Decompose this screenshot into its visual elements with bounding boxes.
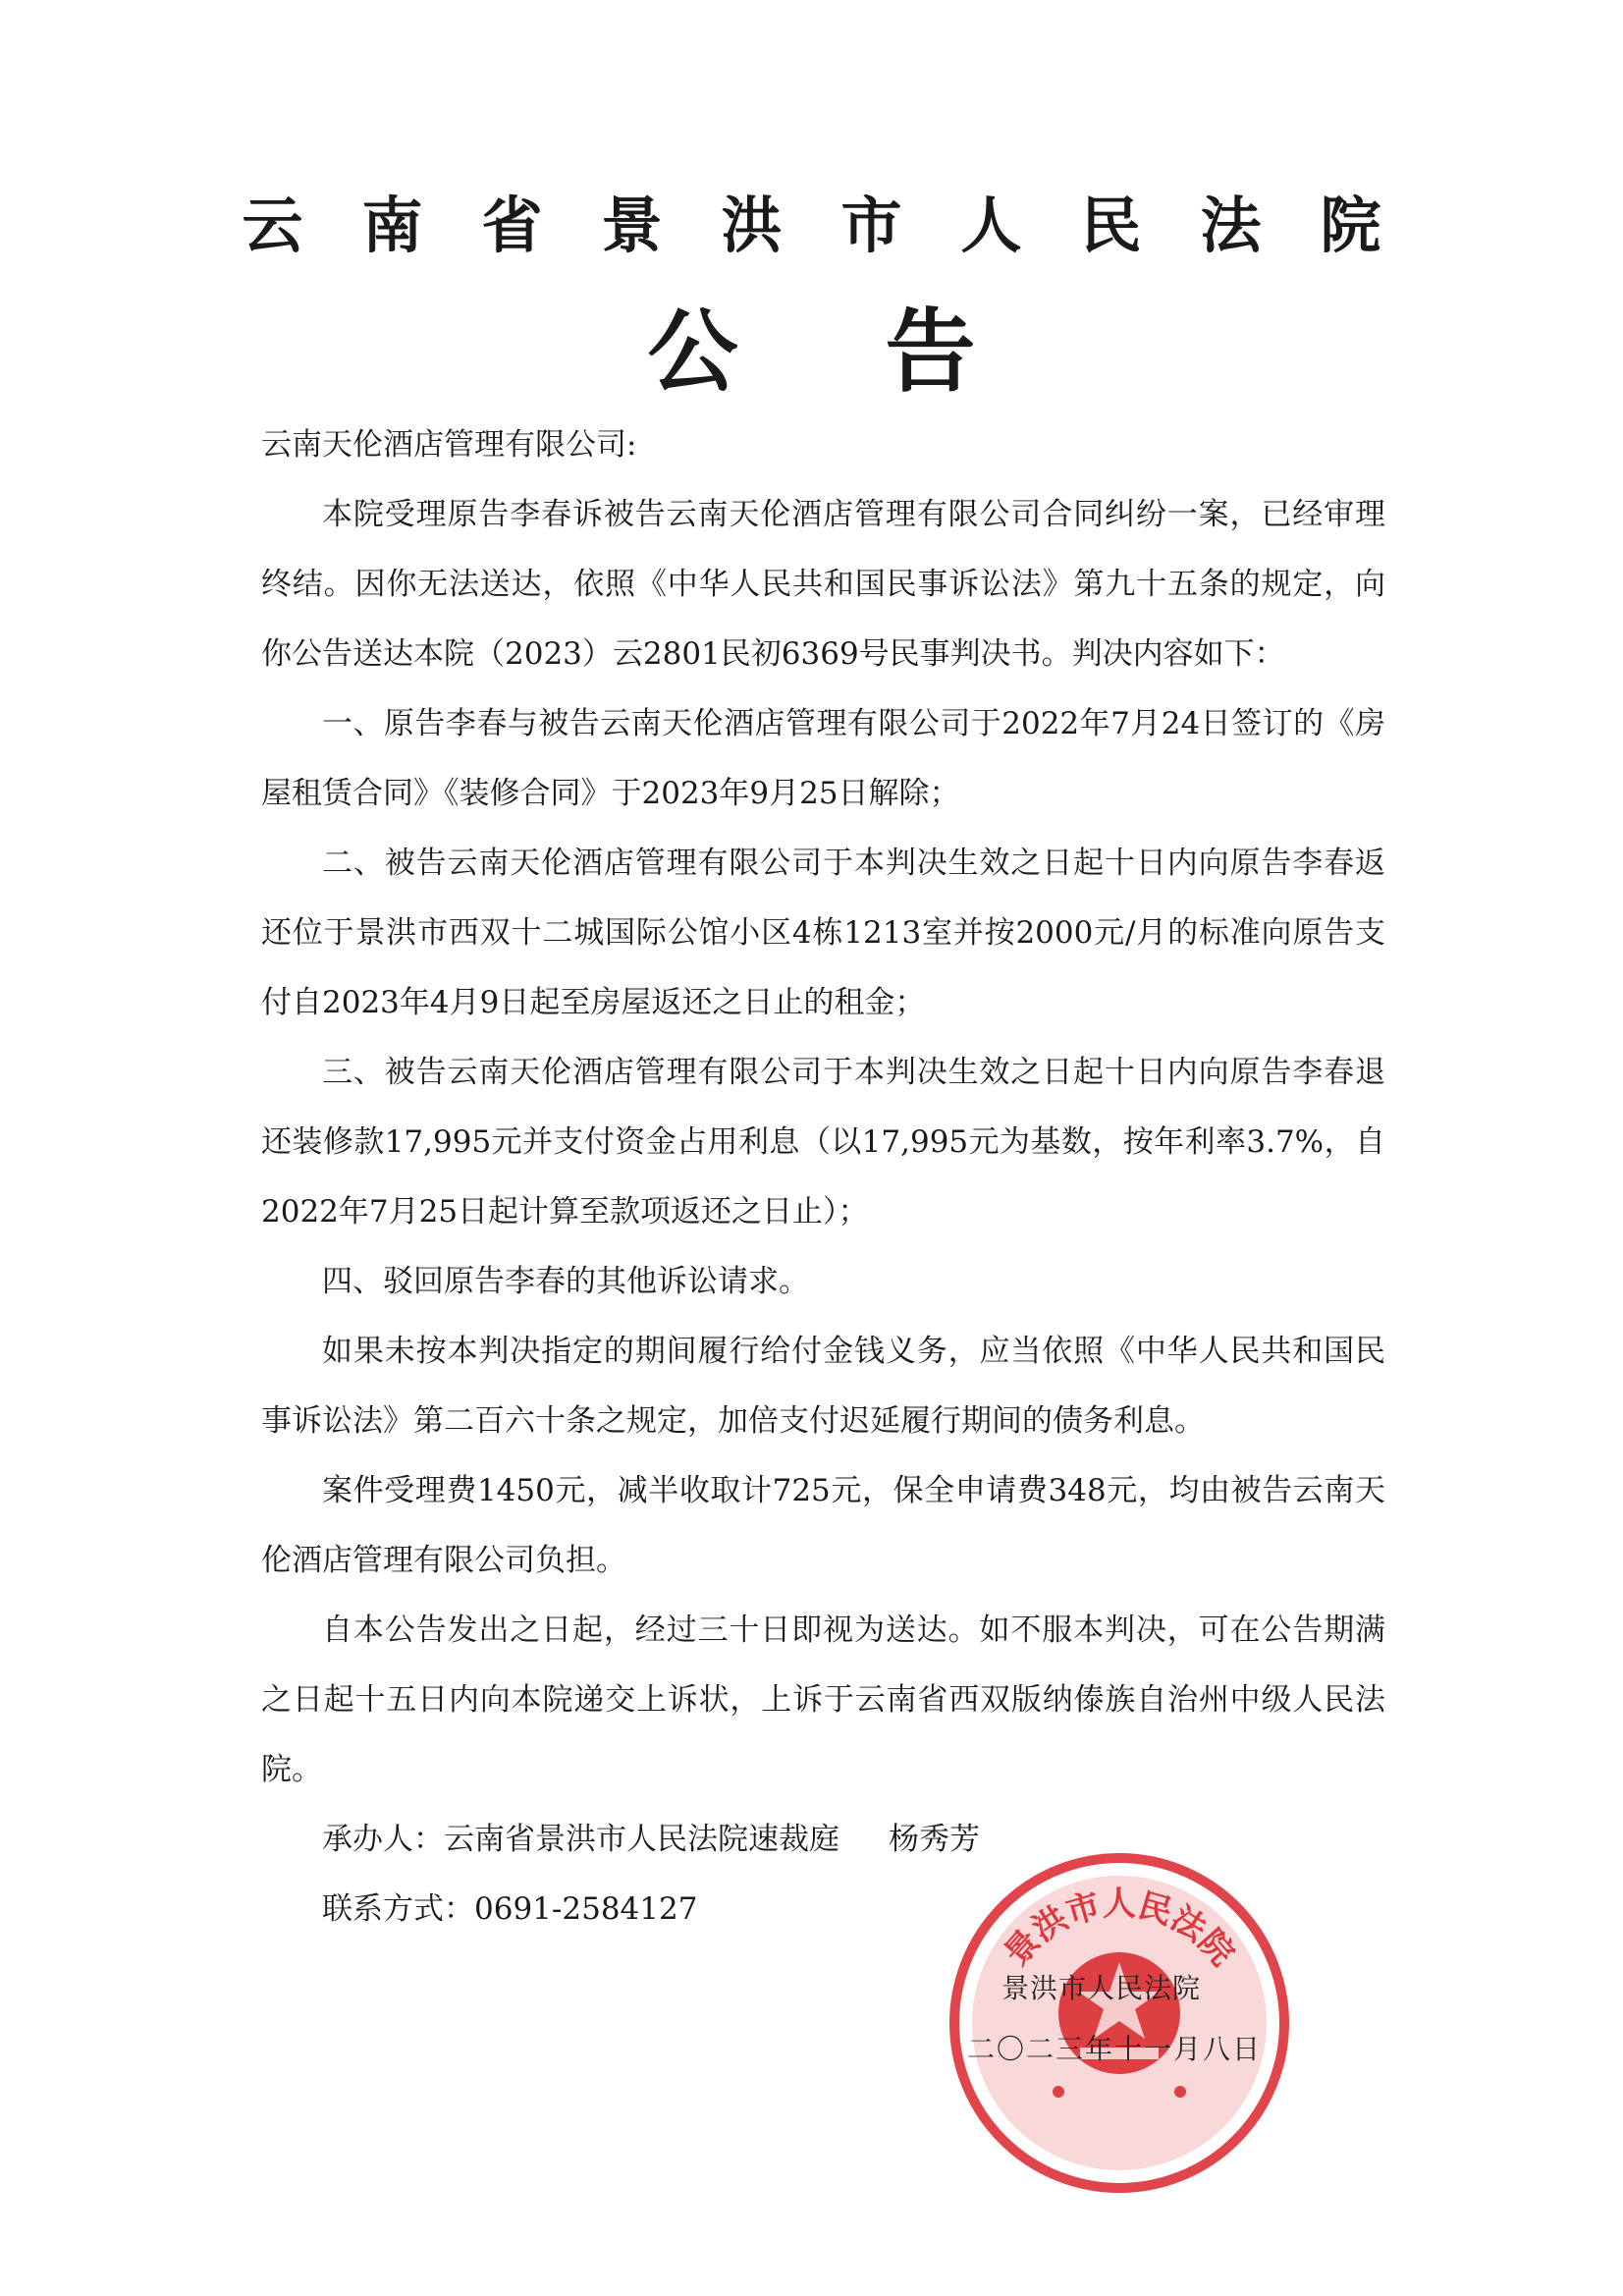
notice-body — [261, 410, 1385, 1944]
judgment-item-2: 二、被告云南天伦酒店管理有限公司于本判决生效之日起十日内向原告李春返还位于景洪市西双十二城国际公馆小区4栋1213室并按2000元/月的标准向原告支付自2023年4月9日起至房屋返还之日止的租金； — [261, 846, 1385, 1020]
fees-paragraph: 案件受理费1450元，减半收取计725元，保全申请费348元，均由被告云南天伦酒店管理有限公司负担。 — [261, 1473, 1385, 1578]
court-name-heading: 云南省景洪市人民法院 — [242, 190, 1440, 261]
seal-arc-text: 景洪市人民法院 — [997, 1885, 1242, 1974]
judgment-item-1: 一、原告李春与被告云南天伦酒店管理有限公司于2022年7月24日签订的《房屋租赁合同》《装修合同》于2023年9月25日解除； — [261, 706, 1385, 811]
signature-date: 二〇二三年十一月八日 — [967, 2033, 1263, 2065]
judgment-item-4: 四、驳回原告李春的其他诉讼请求。 — [322, 1264, 809, 1299]
contact-line: 联系方式：0691-2584127 — [322, 1891, 698, 1927]
service-paragraph: 自本公告发出之日起，经过三十日即视为送达。如不服本判决，可在公告期满之日起十五日内向本院递交上诉状，上诉于云南省西双版纳傣族自治州中级人民法院。 — [261, 1613, 1385, 1787]
addressee: 云南天伦酒店管理有限公司: — [261, 427, 637, 463]
court-seal-stamp — [943, 1846, 1296, 2200]
document-type-heading: 公告 — [647, 300, 1123, 405]
signature-court: 景洪市人民法院 — [1001, 1972, 1202, 2004]
penalty-paragraph: 如果未按本判决指定的期间履行给付金钱义务，应当依照《中华人民共和国民事诉讼法》第二百六十条之规定，加倍支付迟延履行期间的债务利息。 — [261, 1334, 1385, 1439]
handler-label: 承办人：云南省景洪市人民法院速裁庭 — [322, 1822, 839, 1857]
handler-name: 杨秀芳 — [889, 1822, 980, 1857]
judgment-item-3: 三、被告云南天伦酒店管理有限公司于本判决生效之日起十日内向原告李春退还装修款17,995元并支付资金占用利息（以17,995元为基数，按年利率3.7%，自2022年7月25日起计算至款项返还之日止）； — [261, 1055, 1385, 1230]
intro-paragraph: 本院受理原告李春诉被告云南天伦酒店管理有限公司合同纠纷一案，已经审理终结。因你无法送达，依照《中华人民共和国民事诉讼法》第九十五条的规定，向你公告送达本院（2023）云2801民初6369号民事判决书。判决内容如下： — [261, 497, 1385, 672]
